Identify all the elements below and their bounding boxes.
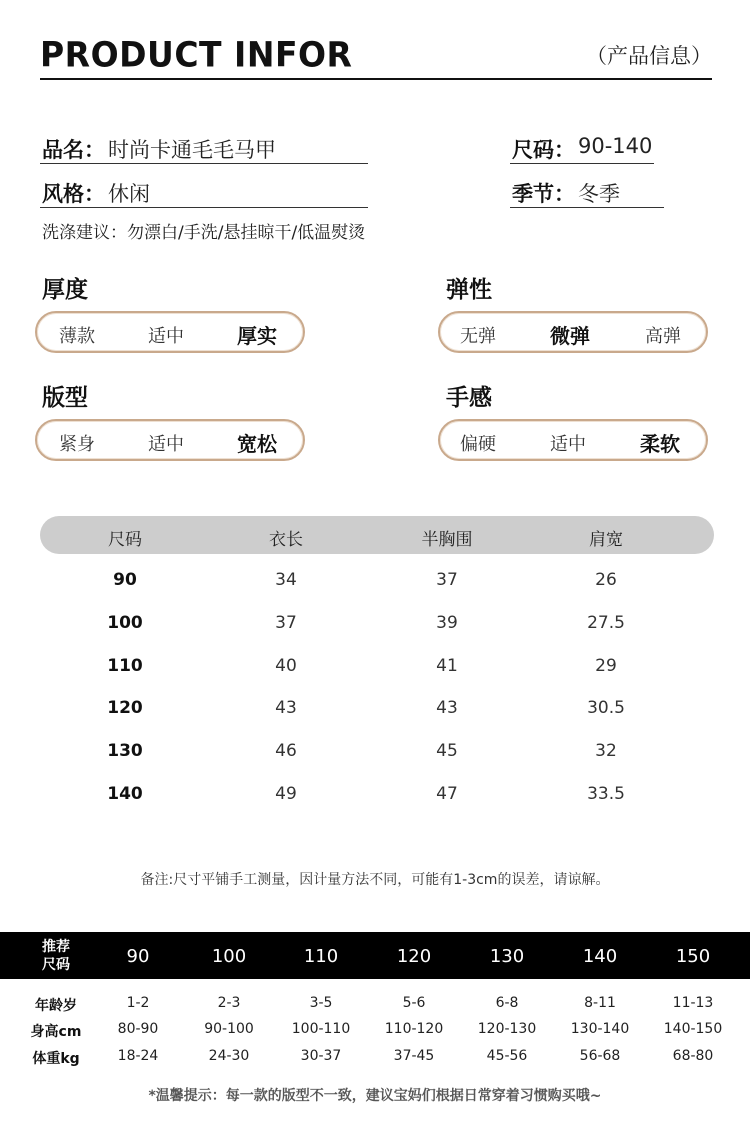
- table-row: [40, 698, 714, 728]
- name-label: 品名：: [42, 138, 105, 162]
- table-cell: 41: [436, 656, 458, 676]
- recommend-size: 90: [126, 946, 150, 967]
- attr-elasticity-title: 弹性: [446, 277, 492, 303]
- recommend-label: [42, 938, 70, 974]
- attr-option: 适中: [550, 434, 586, 455]
- table-cell: 100: [107, 613, 143, 633]
- recommend-cell: 11-13: [672, 995, 714, 1011]
- table-cell: 29: [595, 656, 617, 676]
- recommend-cell: 30-37: [300, 1048, 342, 1064]
- info-season-row: [510, 178, 664, 208]
- recommend-cell: 8-11: [584, 995, 616, 1011]
- recommend-size: 110: [303, 946, 339, 967]
- recommend-label-line1: 推荐: [42, 939, 70, 955]
- info-name-row: [40, 134, 368, 164]
- table-cell: 40: [275, 656, 297, 676]
- recommend-label-line2: 尺码: [42, 957, 70, 973]
- attr-option: 薄款: [59, 326, 95, 347]
- recommend-size: 150: [675, 946, 711, 967]
- recommend-height-row: [0, 1021, 750, 1041]
- attr-option-selected: 柔软: [640, 432, 680, 456]
- recommend-row-label: 身高cm: [30, 1024, 82, 1040]
- recommend-cell: 120-130: [477, 1021, 537, 1037]
- warm-tip: *温馨提示：每一款的版型不一致，建议宝妈们根据日常穿着习惯购买哦~: [148, 1088, 602, 1104]
- recommend-cell: 110-120: [384, 1021, 444, 1037]
- size-label: 尺码：: [512, 138, 575, 162]
- recommend-cell: 56-68: [579, 1048, 621, 1064]
- attr-option: 高弹: [645, 326, 681, 347]
- attr-thickness-scale: [35, 311, 305, 353]
- table-row: [40, 656, 714, 686]
- recommend-row-label: 年龄岁: [35, 998, 77, 1014]
- recommend-size-bar: [0, 932, 750, 979]
- recommend-cell: 100-110: [291, 1021, 351, 1037]
- table-cell: 34: [275, 570, 297, 590]
- recommend-cell: 68-80: [672, 1048, 714, 1064]
- attr-option: 适中: [148, 326, 184, 347]
- table-row: [40, 784, 714, 814]
- attr-option-selected: 微弹: [550, 324, 590, 348]
- attr-feel-title: 手感: [446, 385, 492, 411]
- attr-option-selected: 宽松: [237, 432, 277, 456]
- recommend-cell: 1-2: [126, 995, 150, 1011]
- recommend-cell: 24-30: [208, 1048, 250, 1064]
- size-value: 90-140: [578, 134, 653, 158]
- style-value: 休闲: [108, 182, 150, 206]
- recommend-size: 100: [211, 946, 247, 967]
- attr-elasticity-scale: [438, 311, 708, 353]
- size-header-cell: 肩宽: [589, 530, 623, 550]
- style-label: 风格：: [42, 182, 105, 206]
- table-cell: 47: [436, 784, 458, 804]
- recommend-cell: 3-5: [309, 995, 333, 1011]
- page-header: [40, 34, 712, 80]
- name-value: 时尚卡通毛毛马甲: [108, 138, 276, 162]
- recommend-cell: 140-150: [663, 1021, 723, 1037]
- table-cell: 130: [107, 741, 143, 761]
- recommend-size: 120: [396, 946, 432, 967]
- table-cell: 46: [275, 741, 297, 761]
- recommend-row-label: 体重kg: [32, 1051, 80, 1067]
- table-cell: 110: [107, 656, 143, 676]
- table-row: [40, 613, 714, 643]
- info-style-row: [40, 178, 368, 208]
- table-cell: 90: [113, 570, 137, 590]
- table-cell: 27.5: [587, 613, 625, 633]
- recommend-cell: 37-45: [393, 1048, 435, 1064]
- recommend-size: 130: [489, 946, 525, 967]
- recommend-cell: 45-56: [486, 1048, 528, 1064]
- attr-option: 适中: [148, 434, 184, 455]
- recommend-cell: 90-100: [204, 1021, 254, 1037]
- recommend-cell: 2-3: [217, 995, 241, 1011]
- table-cell: 120: [107, 698, 143, 718]
- attr-fit-title: 版型: [42, 385, 88, 411]
- table-row: [40, 741, 714, 771]
- recommend-size: 140: [582, 946, 618, 967]
- recommend-weight-row: [0, 1048, 750, 1068]
- table-cell: 49: [275, 784, 297, 804]
- attr-option: 无弹: [460, 326, 496, 347]
- table-row: [40, 570, 714, 600]
- size-header-cell: 衣长: [269, 530, 303, 550]
- page-subtitle: （产品信息）: [586, 44, 712, 68]
- attr-feel-scale: [438, 419, 708, 461]
- table-cell: 39: [436, 613, 458, 633]
- season-value: 冬季: [578, 182, 620, 206]
- recommend-cell: 6-8: [495, 995, 519, 1011]
- size-table-header: [40, 516, 714, 554]
- page-title: PRODUCT INFOR: [40, 34, 353, 75]
- attr-option: 偏硬: [460, 434, 496, 455]
- season-label: 季节：: [512, 182, 575, 206]
- size-header-cell: 尺码: [108, 530, 142, 550]
- table-cell: 30.5: [587, 698, 625, 718]
- table-cell: 37: [275, 613, 297, 633]
- table-cell: 43: [436, 698, 458, 718]
- size-header-cell: 半胸围: [421, 530, 473, 550]
- attr-thickness-title: 厚度: [42, 277, 88, 303]
- attr-option: 紧身: [59, 434, 95, 455]
- table-cell: 140: [107, 784, 143, 804]
- table-cell: 37: [436, 570, 458, 590]
- table-cell: 45: [436, 741, 458, 761]
- recommend-cell: 18-24: [117, 1048, 159, 1064]
- table-cell: 32: [595, 741, 617, 761]
- measurement-note: 备注:尺寸平铺手工测量，因计量方法不同，可能有1-3cm的误差，请谅解。: [140, 872, 610, 888]
- wash-instructions: 洗涤建议：勿漂白/手洗/悬挂晾干/低温熨烫: [42, 223, 366, 243]
- attr-option-selected: 厚实: [237, 324, 277, 348]
- table-cell: 26: [595, 570, 617, 590]
- table-cell: 43: [275, 698, 297, 718]
- recommend-cell: 80-90: [117, 1021, 159, 1037]
- info-size-row: [510, 134, 654, 164]
- recommend-cell: 130-140: [570, 1021, 630, 1037]
- attr-fit-scale: [35, 419, 305, 461]
- recommend-age-row: [0, 995, 750, 1015]
- recommend-cell: 5-6: [402, 995, 426, 1011]
- table-cell: 33.5: [587, 784, 625, 804]
